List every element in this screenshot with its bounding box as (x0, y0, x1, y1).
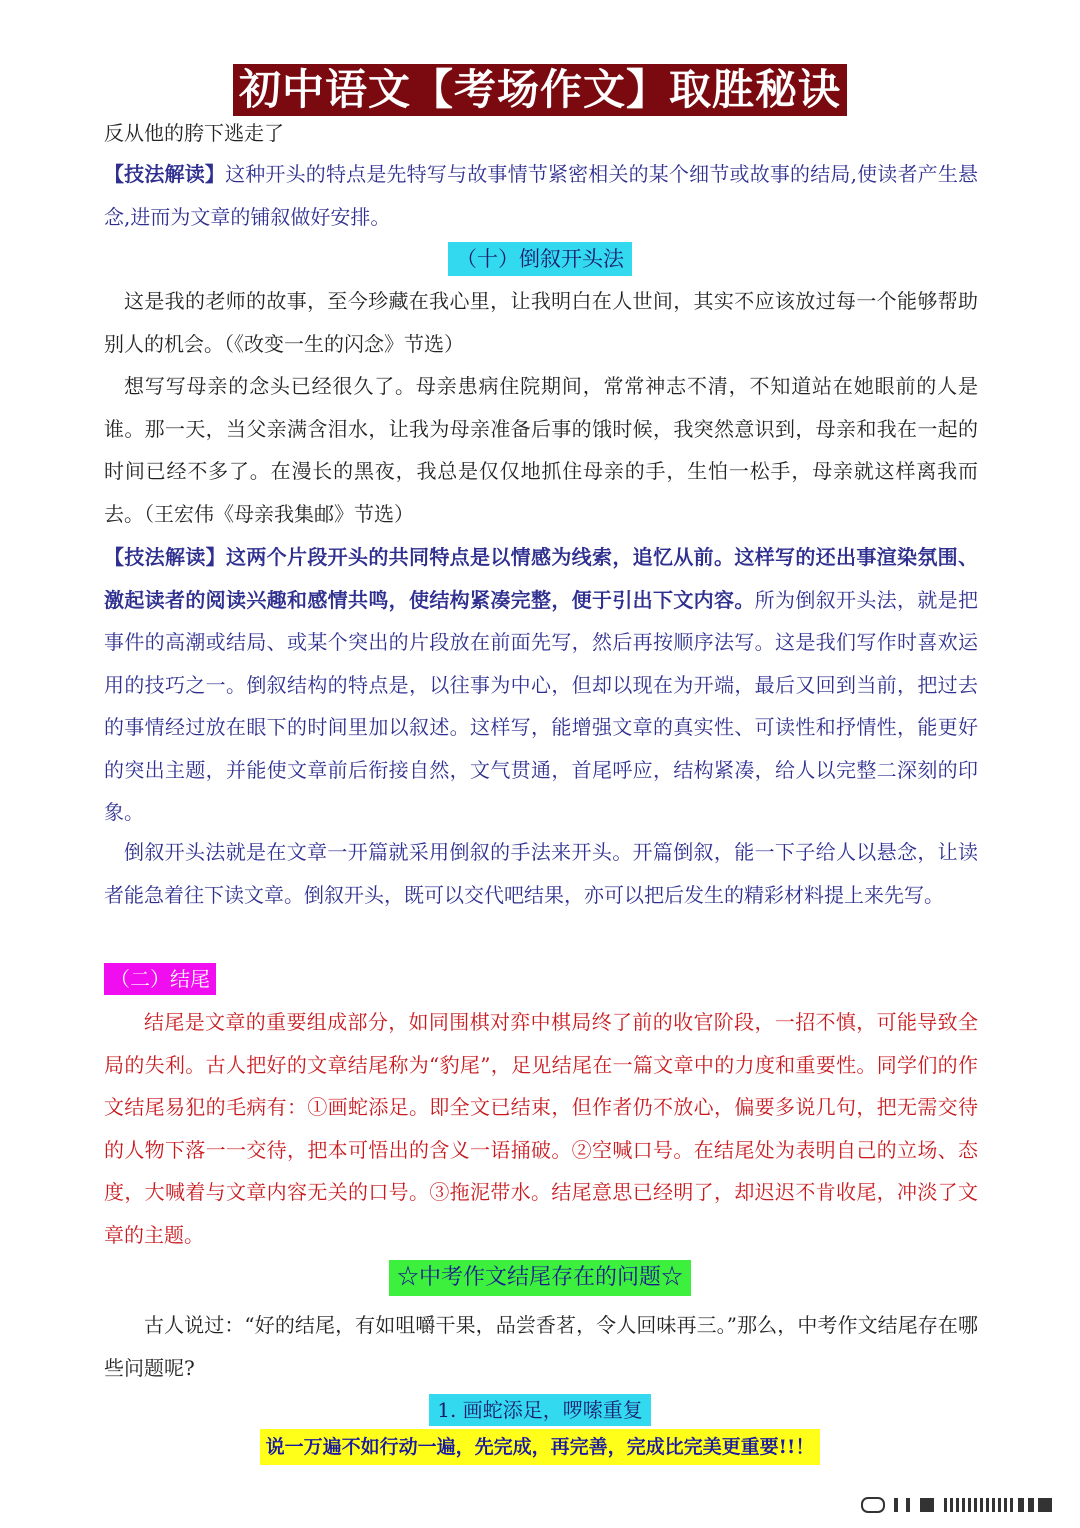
bar-icon (894, 1498, 898, 1512)
item-heading-1: 1. 画蛇添足，啰嗦重复 (429, 1394, 650, 1426)
block-icon (920, 1498, 934, 1512)
section-heading-ending: （二）结尾 (104, 963, 216, 995)
analysis-label: 【技法解读】 (104, 162, 226, 186)
section-heading-container (0, 242, 1080, 276)
intro-line: 反从他的胯下逃走了 (104, 121, 284, 145)
analysis-paragraph-2 (104, 536, 978, 834)
motto-container (0, 1429, 1080, 1465)
bar-icon (906, 1498, 910, 1512)
analysis-bold-text: 这两个片段开头的共同特点是以情感为线索，追忆从前。这样写的还出事渲染氛围、激起读者的阅读兴趣和感情共鸣，使结构紧凑完整，便于引出下文内容。 (104, 545, 978, 612)
section-heading-reverse-opening: （十）倒叙开头法 (448, 242, 632, 276)
analysis-text: 所为倒叙开头法，就是把事件的高潮或结局、或某个突出的片段放在前面先写，然后再按顺序法写。这是我们写作时喜欢运用的技巧之一。倒叙结构的特点是，以往事为中心，但却以现在为开端，最后又回到当前，把过去的事情经过放在眼下的时间里加以叙述。这样写，能增强文章的真实性、可读性和抒情性，能更好的突出主题，并能使文章前后衔接自然，文气贯通，首尾呼应，结构紧凑，给人以完整二深刻的印象。 (104, 587, 979, 824)
pill-icon (862, 1498, 884, 1512)
problems-heading-container (0, 1260, 1080, 1296)
example-paragraph-1: 这是我的老师的故事，至今珍藏在我心里，让我明白在人世间，其实不应该放过每一个能够帮助别人的机会。（《改变一生的闪念》节选） (104, 289, 978, 356)
toolbar-icons (860, 1494, 1056, 1516)
lines-icon (944, 1498, 1052, 1512)
problems-intro-paragraph: 古人说过：“好的结尾，有如咀嚼干果，品尝香茗，令人回味再三。”那么，中考作文结尾存在哪些问题呢? (104, 1313, 978, 1380)
problems-heading: ☆中考作文结尾存在的问题☆ (389, 1260, 691, 1296)
reverse-opening-paragraph: 倒叙开头法就是在文章一开篇就采用倒叙的手法来开头。开篇倒叙，能一下子给人以悬念，让读者能急着往下读文章。倒叙开头，既可以交代吧结果，亦可以把后发生的精彩材料提上来先写。 (104, 840, 978, 907)
analysis-paragraph-1 (104, 153, 978, 238)
page-title: 初中语文【考场作文】取胜秘诀 (233, 64, 847, 116)
title-container (0, 64, 1080, 116)
analysis-label: 【技法解读】 (104, 545, 226, 569)
example-paragraph-2: 想写写母亲的念头已经很久了。母亲患病住院期间，常常神志不清，不知道站在她眼前的人是谁。那一天，当父亲满含泪水，让我为母亲准备后事的饿时候，我突然意识到，母亲和我在一起的时间已经不多了。在漫长的黑夜，我总是仅仅地抓住母亲的手，生怕一松手，母亲就这样离我而去。（王宏伟《母亲我集邮》节选） (104, 374, 978, 526)
item-heading-container (0, 1394, 1080, 1426)
motto-banner: 说一万遍不如行动一遍，先完成，再完善，完成比完美更重要!!！ (260, 1429, 821, 1465)
ending-paragraph: 结尾是文章的重要组成部分，如同围棋对弈中棋局终了前的收官阶段，一招不慎，可能导致全局的失利。古人把好的文章结尾称为“豹尾”，足见结尾在一篇文章中的力度和重要性。同学们的作文结尾易犯的毛病有：①画蛇添足。即全文已结束，但作者仍不放心，偏要多说几句，把无需交待的人物下落一一交待，把本可悟出的含义一语捅破。②空喊口号。在结尾处为表明自己的立场、态度，大喊着与文章内容无关的口号。③拖泥带水。结尾意思已经明了，却迟迟不肯收尾，冲淡了文章的主题。 (104, 1010, 978, 1247)
analysis-text: 这种开头的特点是先特写与故事情节紧密相关的某个细节或故事的结局,使读者产生悬念,进而为文章的铺叙做好安排。 (104, 162, 979, 229)
